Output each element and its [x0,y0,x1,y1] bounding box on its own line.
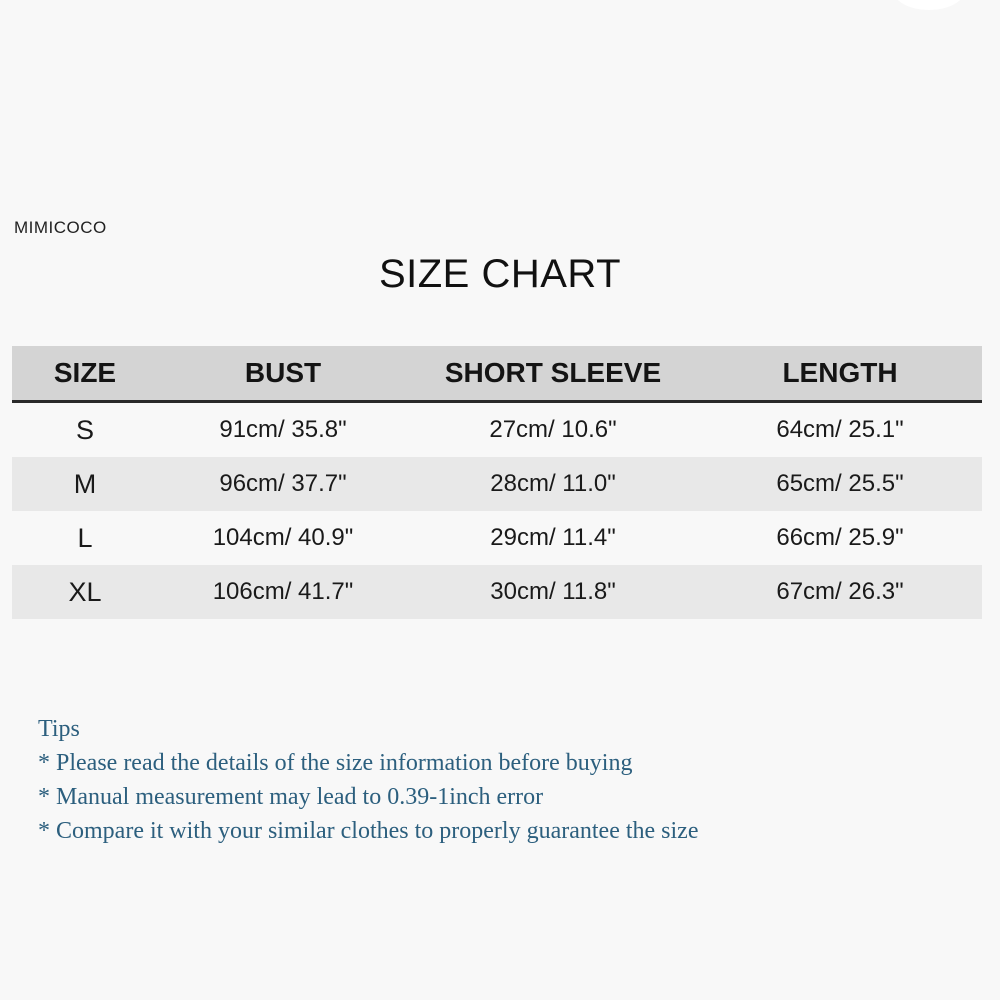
table-header [12,346,982,402]
table-header-row [12,346,982,402]
size-cell: L [77,522,93,553]
length-cell: 64cm/ 25.1" [776,416,904,443]
column-header-bust: BUST [158,346,408,402]
bust-cell: 104cm/ 40.9" [212,524,354,551]
brand-logo: MIMICOCO [14,218,107,237]
tip-item: * Compare it with your similar clothes to properly guarantee the size [38,818,699,844]
tip-item: * Manual measurement may lead to 0.39-1inch error [38,784,544,810]
table-row [12,511,982,565]
bust-cell: 96cm/ 37.7" [158,457,408,511]
column-header-size: SIZE [12,346,158,402]
length-cell: 65cm/ 25.5" [698,457,982,511]
size-cell: M [12,457,158,511]
size-chart-table [12,346,982,619]
tip-item: * Please read the details of the size information before buying [38,750,633,776]
bust-cell: 106cm/ 41.7" [158,565,408,619]
column-header-length: LENGTH [698,346,982,402]
table-body [12,402,982,620]
length-cell: 66cm/ 25.9" [776,524,904,551]
table-row [12,402,982,458]
table-row [12,457,982,511]
bust-cell: 91cm/ 35.8" [219,416,347,443]
short-sleeve-cell: 27cm/ 10.6" [489,416,617,443]
table-row [12,565,982,619]
short-sleeve-cell: 28cm/ 11.0" [408,457,698,511]
size-cell: XL [12,565,158,619]
tips-heading: Tips [38,716,80,742]
size-cell: S [75,414,94,445]
short-sleeve-cell: 30cm/ 11.8" [408,565,698,619]
column-header-short-sleeve: SHORT SLEEVE [408,346,698,402]
page-title: SIZE CHART [378,252,622,296]
short-sleeve-cell: 29cm/ 11.4" [490,524,616,551]
tips-section [38,712,698,848]
length-cell: 67cm/ 26.3" [698,565,982,619]
corner-decoration [893,0,965,10]
